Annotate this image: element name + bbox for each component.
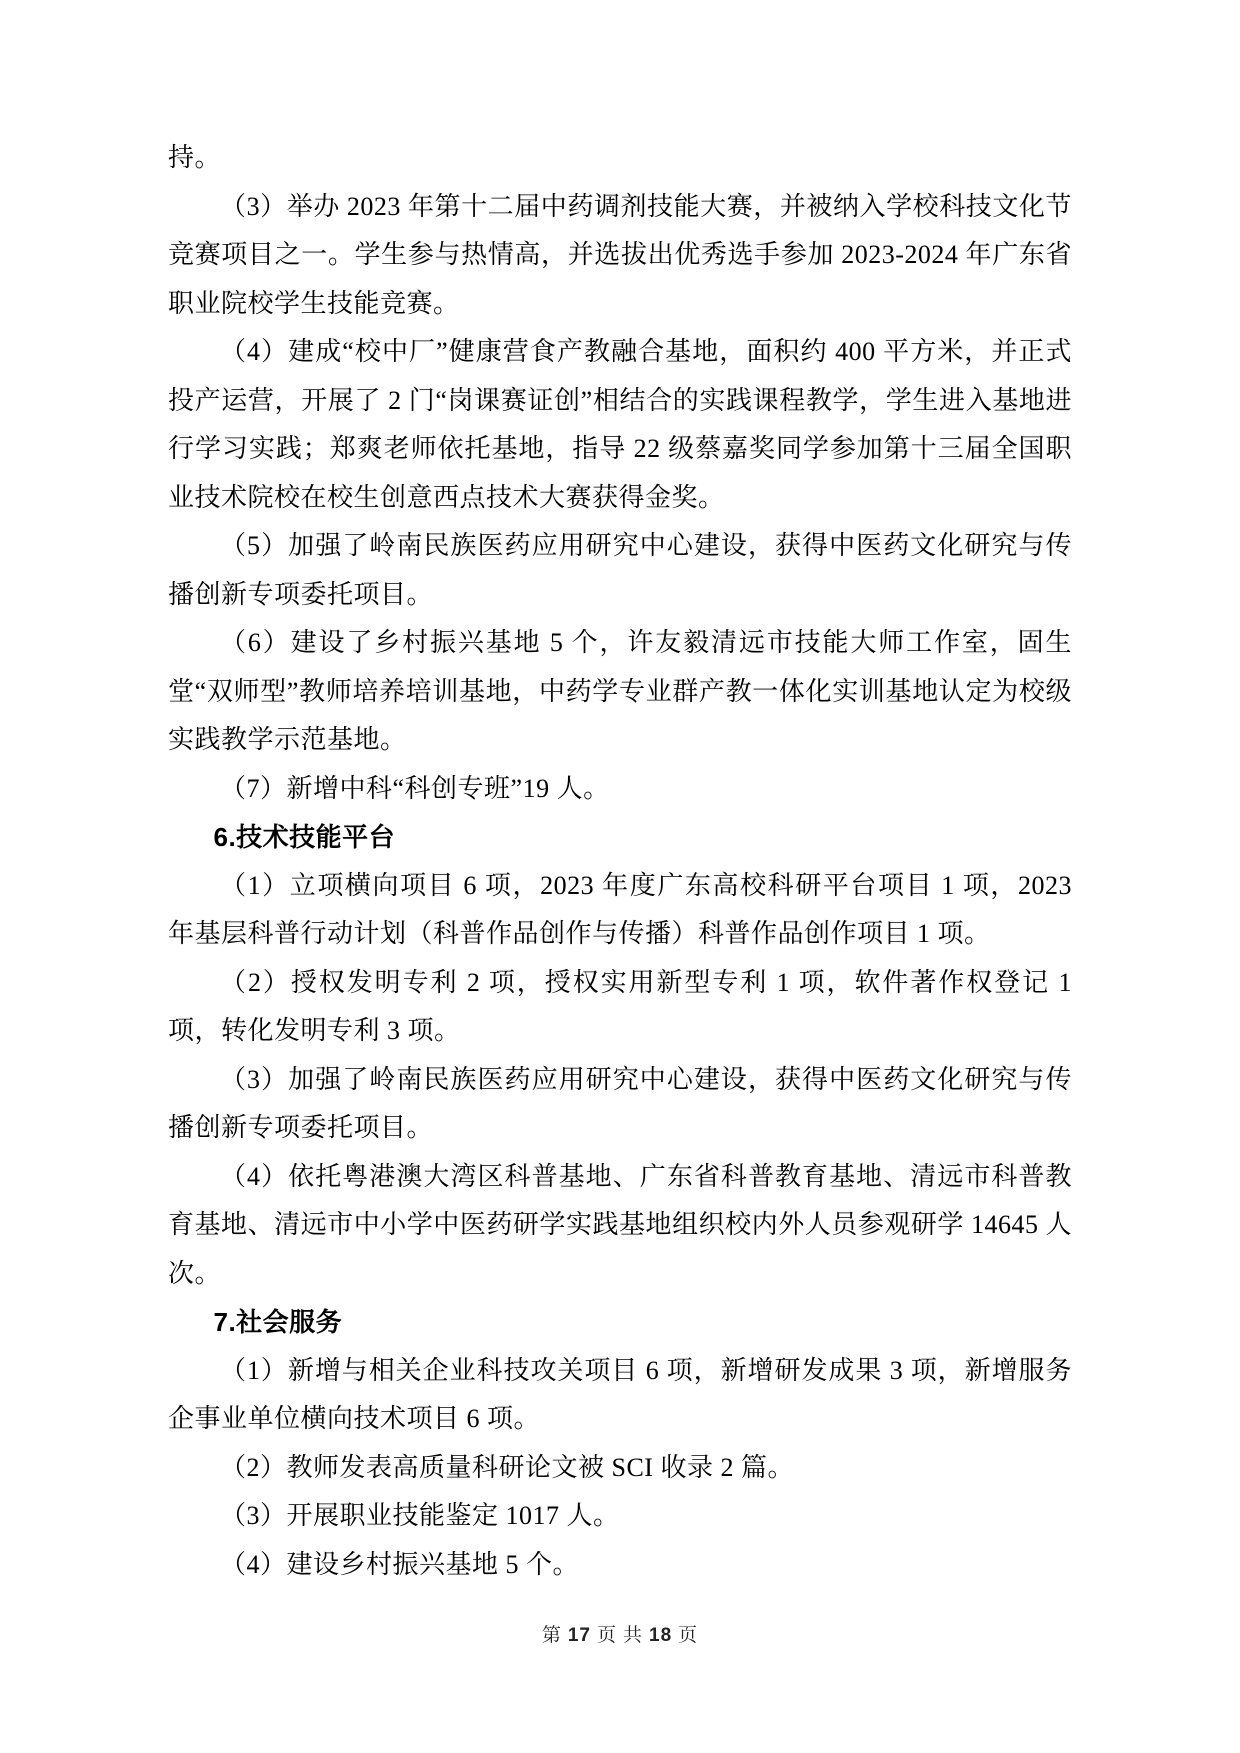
paragraph: （1）新增与相关企业科技攻关项目 6 项，新增研发成果 3 项，新增服务企事业单位横向技术项目 6 项。 (168, 1355, 1072, 1433)
paragraph: （3）加强了岭南民族医药应用研究中心建设，获得中医药文化研究与传播创新专项委托项目。 (168, 1064, 1072, 1142)
document-body (168, 134, 1072, 1589)
footer-label-ye2: 页 (678, 1625, 699, 1646)
paragraph: （1）立项横向项目 6 项，2023 年度广东高校科研平台项目 1 项，2023 年基层科普行动计划（科普作品创作与传播）科普作品创作项目 1 项。 (168, 870, 1072, 948)
paragraph: （5）加强了岭南民族医药应用研究中心建设，获得中医药文化研究与传播创新专项委托项目。 (168, 531, 1072, 609)
paragraph: （2）教师发表高质量科研论文被 SCI 收录 2 篇。 (220, 1452, 794, 1482)
footer-label-gong: 共 (623, 1625, 644, 1646)
footer-label-ye1: 页 (596, 1625, 617, 1646)
footer-page-current: 17 (567, 1625, 591, 1646)
section-heading-technical-skill-platform: 6.技术技能平台 (213, 822, 396, 852)
paragraph: （3）举办 2023 年第十二届中药调剂技能大赛，并被纳入学校科技文化节竞赛项目之一。学生参与热情高，并选拔出优秀选手参加 2023-2024 年广东省职业院校学生技能竞赛。 (168, 191, 1072, 318)
paragraph: （4）建设乡村振兴基地 5 个。 (220, 1549, 580, 1579)
footer-label-di: 第 (541, 1625, 562, 1646)
paragraph: （4）建成“校中厂”健康营食产教融合基地，面积约 400 平方米，并正式投产运营，开展了 2 门“岗课赛证创”相结合的实践课程教学，学生进入基地进行学习实践；郑爽老师依托基地，指导 22 级蔡嘉奖同学参加第十三届全国职业技术院校在校生创意西点技术大赛获得金奖。 (168, 337, 1072, 512)
paragraph: （4）依托粤港澳大湾区科普基地、广东省科普教育基地、清远市科普教育基地、清远市中小学中医药研学实践基地组织校内外人员参观研学 14645 人次。 (168, 1161, 1072, 1288)
section-heading-social-service: 7.社会服务 (213, 1307, 343, 1337)
paragraph: （2）授权发明专利 2 项，授权实用新型专利 1 项，软件著作权登记 1 项，转化发明专利 3 项。 (168, 967, 1072, 1045)
paragraph: （6）建设了乡村振兴基地 5 个，许友毅清远市技能大师工作室，固生堂“双师型”教师培养培训基地，中药学专业群产教一体化实训基地认定为校级实践教学示范基地。 (168, 628, 1072, 754)
paragraph: （7）新增中科“科创专班”19 人。 (220, 773, 610, 803)
paragraph: （3）开展职业技能鉴定 1017 人。 (220, 1501, 620, 1530)
page-footer (0, 1620, 1240, 1647)
footer-page-total: 18 (649, 1625, 673, 1646)
paragraph-continuation: 持。 (168, 143, 222, 172)
